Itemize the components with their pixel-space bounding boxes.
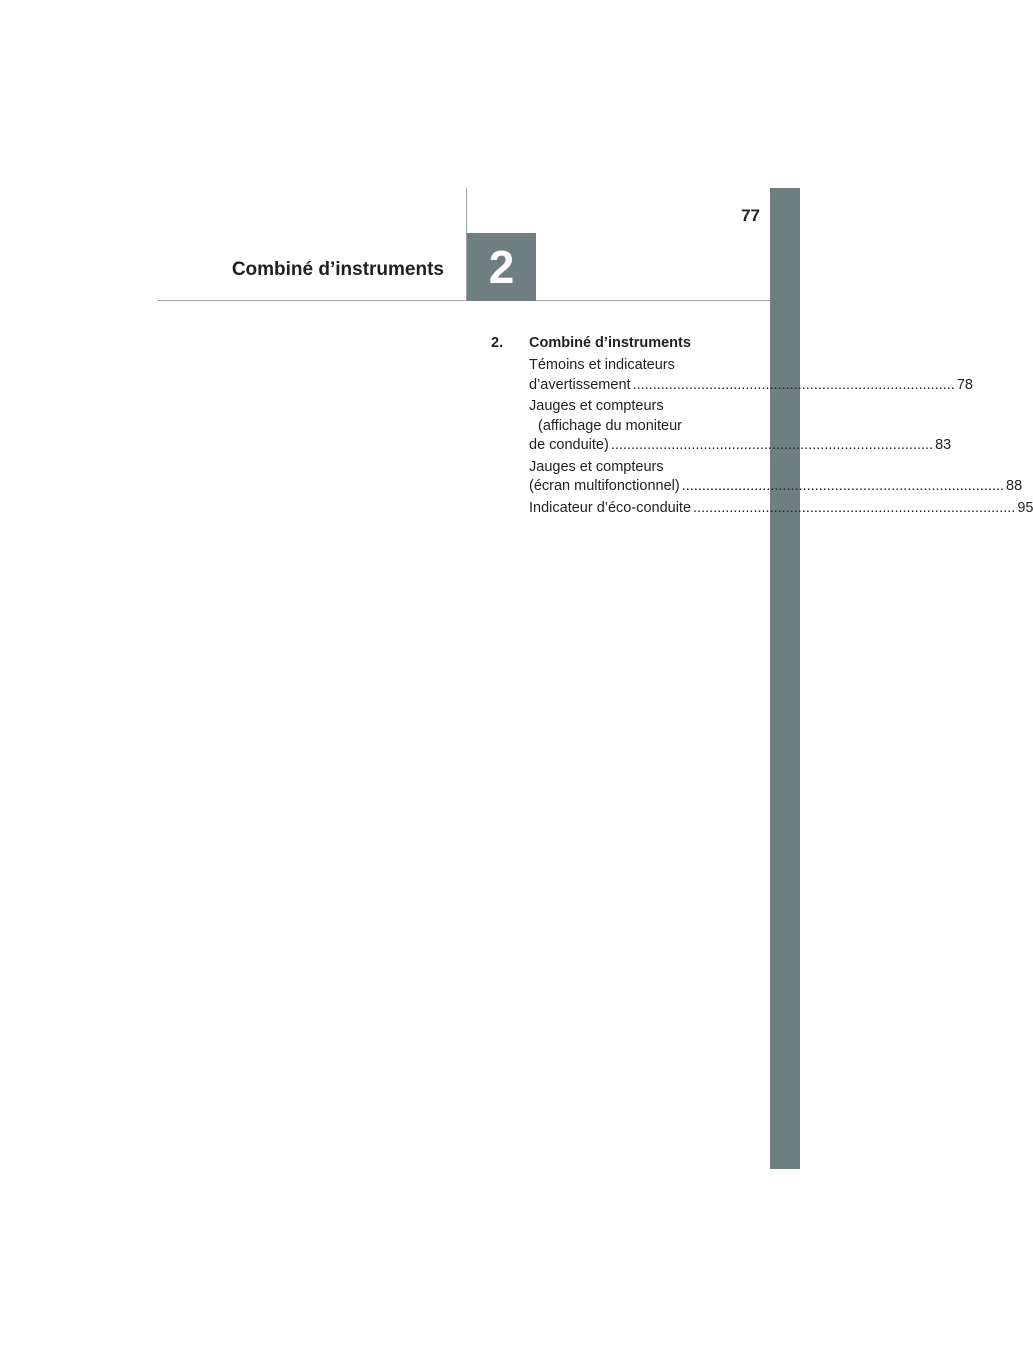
toc-entry-line: (affichage du moniteur [538,417,683,434]
chapter-side-tab [770,188,800,1169]
page-number: 77 [741,206,760,225]
toc-entry-page: 83 [935,437,952,453]
toc-entry-page: 95 [1017,499,1033,516]
toc-section-heading [491,334,741,354]
toc-leader-dots: ................................................................................ [681,478,1005,494]
toc-entry-line: Jauges et compteurs [529,458,664,475]
chapter-title: Combiné d’instruments [231,259,444,280]
toc-leader-dots: ................................................................................ [610,437,934,453]
toc-entry-page: 88 [1006,478,1023,494]
toc-entry-last-line: d’avertissement ................................................................................ 78 [529,376,741,396]
toc-entry-gauges-multi-display[interactable] [529,458,1023,497]
toc-entry-last-line: Indicateur d’éco-conduite ................................................................................ 95 [529,499,741,519]
toc-leader-dots: ................................................................................ [632,376,955,393]
toc-entry-last-line: de conduite) ................................................................................ 83 [529,436,741,456]
chapter-number-box: 2 [467,233,536,301]
toc-leader-dots: ................................................................................ [693,499,1016,516]
toc-entry-last-line: (écran multifonctionnel) ................................................................................ 88 [529,477,741,497]
toc-entry-page: 78 [956,376,973,393]
table-of-contents [491,334,1033,518]
toc-entry-warning-lights[interactable] [529,356,973,395]
toc-entry-gauges-driving-monitor[interactable] [529,397,952,456]
toc-entry-line: Jauges et compteurs [529,398,664,414]
toc-section-number: 2. [491,335,504,351]
toc-entry-line: Témoins et indicateurs [529,357,675,373]
header-horizontal-rule [158,300,770,301]
toc-section-title: Combiné d’instruments [529,335,691,351]
toc-entry-eco-driving[interactable] [529,499,1033,519]
